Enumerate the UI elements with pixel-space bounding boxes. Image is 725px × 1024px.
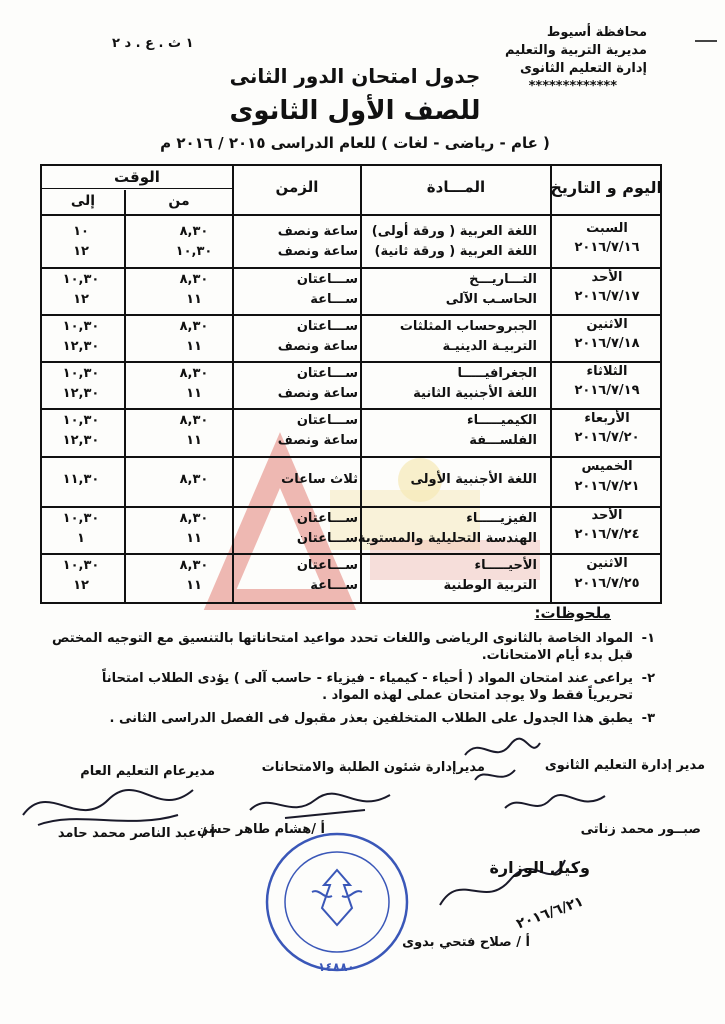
duration: ســـاعتان — [296, 558, 358, 573]
note-3 — [27, 710, 655, 727]
subject: الجبروحساب المثلثات — [399, 319, 537, 334]
day: الخميس — [581, 459, 633, 474]
duration: ســـاعة — [310, 578, 358, 593]
directorate: مديرية التربية والتعليم — [504, 43, 647, 58]
time-from: ٨,٣٠ — [179, 413, 209, 428]
subject: اللغة الأجنبية الثانية — [413, 386, 537, 401]
time-to: ١٠,٣٠ — [62, 272, 100, 287]
time-to: ١٢,٣٠ — [62, 386, 100, 401]
duration: ساعة ونصف — [277, 339, 358, 354]
header-time: الوقت — [114, 168, 160, 186]
subject: التـــاريـــخ — [469, 272, 537, 287]
date: ٢٠١٦/٧/١٦ — [574, 240, 640, 255]
day: الاثنين — [586, 556, 628, 571]
time-to: ١٠ — [73, 224, 89, 239]
note-number: ٣- — [641, 711, 655, 726]
time-to: ١٢ — [73, 244, 89, 259]
form-code: ١ ث . ع . د ٢ — [112, 36, 194, 51]
subject: الكيميـــــاء — [467, 413, 537, 428]
day: الأحد — [591, 508, 623, 523]
note-line: تحريرياً فقط ولا يوجد امتحان عملى لهذه المواد . — [322, 688, 633, 703]
date: ٢٠١٦/٧/٢١ — [574, 479, 640, 494]
time-to: ١ — [77, 531, 85, 546]
time-to: ١١,٣٠ — [62, 472, 100, 487]
date: ٢٠١٦/٧/٢٠ — [574, 430, 640, 445]
subject: اللغة الأجنبية الأولى — [410, 472, 537, 487]
header-to: إلى — [70, 193, 96, 209]
time-from: ١٠,٣٠ — [175, 244, 213, 259]
duration: ساعة ونصف — [277, 244, 358, 259]
note-2 — [27, 670, 655, 704]
time-to: ١٠,٣٠ — [62, 413, 100, 428]
time-from: ٨,٣٠ — [179, 319, 209, 334]
subject: التربيـة الدينيـة — [442, 339, 537, 354]
signature-scribble — [245, 780, 395, 825]
header-day-date: اليوم و التاريخ — [550, 178, 662, 197]
note-line: قبل بدء أيام الامتحانات. — [481, 648, 633, 663]
subject: اللغة العربية ( ورقة ثانية) — [374, 244, 537, 259]
date: ٢٠١٦/٧/١٩ — [574, 383, 640, 398]
day: الثلاثاء — [586, 364, 628, 379]
title-line-2: للصف الأول الثانوى — [229, 96, 481, 126]
time-from: ١١ — [186, 339, 202, 354]
notes-title: ملحوظات: — [534, 604, 611, 622]
sig-date: ٢٠١٦/٦/٢١ — [514, 893, 586, 933]
time-from: ١١ — [186, 578, 202, 593]
date: ٢٠١٦/٧/١٧ — [574, 289, 640, 304]
time-to: ١٢ — [73, 292, 89, 307]
time-from: ١١ — [186, 292, 202, 307]
duration: ســـاعة — [310, 292, 358, 307]
stamp-number: ١٤٨٨٠ — [318, 960, 355, 974]
time-to: ١٢ — [73, 578, 89, 593]
header-subject: المـــادة — [426, 178, 486, 196]
official-stamp — [262, 830, 412, 975]
day: الأحد — [591, 270, 623, 285]
duration: ســـاعتان — [296, 531, 358, 546]
affairs-title: مديرإدارة شئون الطلبة والامتحانات — [261, 760, 485, 775]
subject: الجغرافيـــــا — [457, 366, 537, 381]
administration: إدارة التعليم الثانوى — [519, 61, 647, 76]
time-from: ١١ — [186, 386, 202, 401]
time-from: ٨,٣٠ — [179, 272, 209, 287]
general-name: أ / عبد الناصر محمد حامد — [57, 826, 215, 841]
time-to: ١٠,٣٠ — [62, 366, 100, 381]
title-line-3: ( عام - رياضى - لغات ) للعام الدراسى ٢٠١٥ / ٢٠١٦ م — [160, 134, 550, 152]
time-from: ٨,٣٠ — [179, 224, 209, 239]
note-number: ٢- — [641, 671, 655, 686]
duration: ســـاعتان — [296, 319, 358, 334]
duration: ســـاعتان — [296, 272, 358, 287]
note-line: المواد الخاصة بالثانوى الرياضى واللغات تحدد مواعيد امتحاناتها بالتنسيق مع التوجيه المختص — [51, 631, 633, 646]
duration: ثلاث ساعات — [281, 472, 358, 487]
subject: الفيزيـــــاء — [466, 511, 537, 526]
time-from: ٨,٣٠ — [179, 472, 209, 487]
deputy-title: وكيل الوزارة — [489, 858, 590, 877]
signature-scribble — [500, 788, 610, 818]
time-from: ٨,٣٠ — [179, 558, 209, 573]
duration: ساعة ونصف — [277, 224, 358, 239]
note-line: يراعى عند امتحان المواد ( أحياء - كيمياء - فيزياء - حاسب آلى ) يؤدى الطلاب امتحاناً — [101, 671, 633, 686]
subject: الهندسة التحليلية والمستوية — [357, 531, 537, 546]
duration: ســـاعتان — [296, 511, 358, 526]
time-from: ٨,٣٠ — [179, 366, 209, 381]
note-1 — [27, 630, 655, 664]
duration: ساعة ونصف — [277, 386, 358, 401]
time-to: ١٢,٣٠ — [62, 339, 100, 354]
subject: الفلســـفة — [469, 433, 537, 448]
time-from: ١١ — [186, 531, 202, 546]
day: السبت — [586, 221, 628, 236]
corner-mark — [695, 40, 717, 42]
date: ٢٠١٦/٧/٢٥ — [574, 576, 640, 591]
duration: ســـاعتان — [296, 366, 358, 381]
day: الأربعاء — [584, 411, 630, 426]
day: الاثنين — [586, 317, 628, 332]
general-title: مديرعام التعليم العام — [80, 764, 215, 779]
note-line: يطبق هذا الجدول على الطلاب المتخلفين بعذر مقبول فى الفصل الدراسى الثانى . — [109, 711, 633, 726]
exam-table — [40, 164, 662, 604]
header-from: من — [168, 193, 190, 209]
governorate: محافظة أسيوط — [546, 25, 647, 40]
time-to: ١٠,٣٠ — [62, 558, 100, 573]
time-from: ١١ — [186, 433, 202, 448]
sec-director-name: صبــور محمد زناتى — [580, 822, 701, 837]
time-to: ١٢,٣٠ — [62, 433, 100, 448]
title-line-1: جدول امتحان الدور الثانى — [229, 64, 481, 88]
subject: الأحيـــــاء — [474, 558, 537, 573]
affairs-name: أ /هشام طاهر حسن — [197, 822, 325, 837]
note-number: ١- — [641, 631, 655, 646]
time-from: ٨,٣٠ — [179, 511, 209, 526]
duration: ساعة ونصف — [277, 433, 358, 448]
sec-director-title: مدير إدارة التعليم الثانوى — [544, 758, 705, 773]
subject: الحاسـب الآلى — [445, 292, 537, 307]
duration: ســـاعتان — [296, 413, 358, 428]
signature-scribble — [455, 735, 545, 790]
deputy-name: أ / صلاح فتحي بدوى — [402, 935, 530, 950]
header-duration: الزمن — [275, 178, 319, 196]
date: ٢٠١٦/٧/١٨ — [574, 336, 640, 351]
subject: التربية الوطنية — [443, 578, 537, 593]
date: ٢٠١٦/٧/٢٤ — [574, 527, 640, 542]
time-to: ١٠,٣٠ — [62, 511, 100, 526]
time-to: ١٠,٣٠ — [62, 319, 100, 334]
stars: ************* — [528, 79, 617, 94]
subject: اللغة العربية ( ورقة أولى) — [371, 224, 537, 239]
